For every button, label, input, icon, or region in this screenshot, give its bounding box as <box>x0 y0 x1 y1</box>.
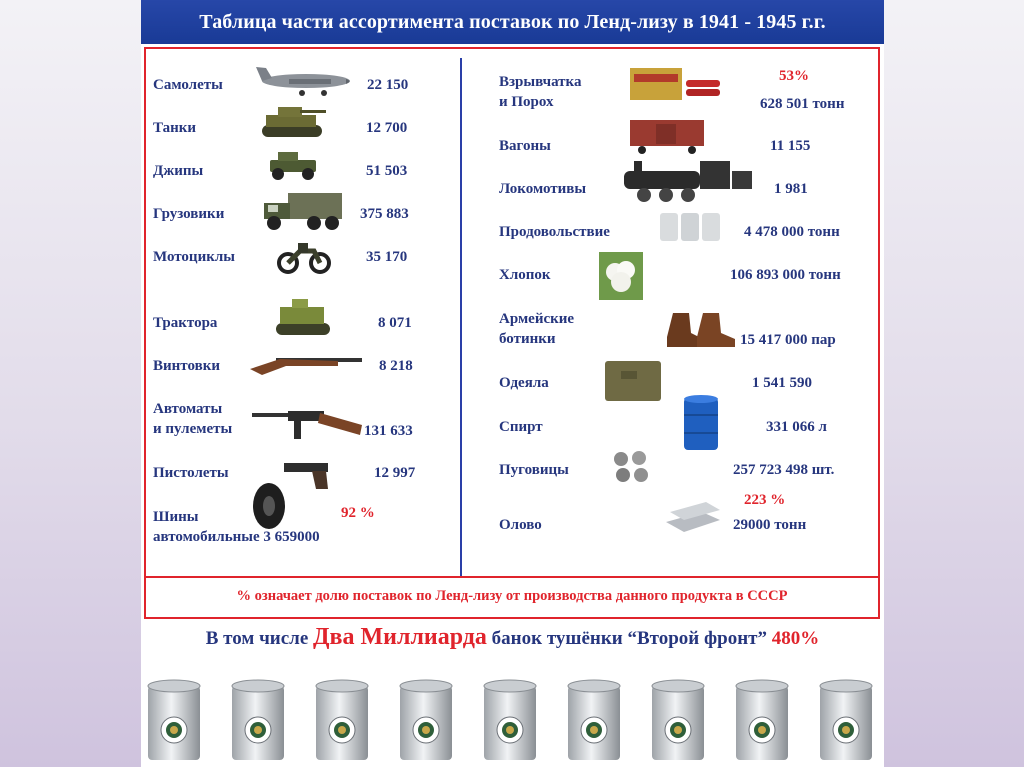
item-label-airplanes: Самолеты <box>153 77 223 93</box>
item-percent-explosives: 53% <box>779 68 809 84</box>
slide <box>141 0 884 767</box>
cotton-icon <box>599 252 643 300</box>
item-value-pistols: 12 997 <box>374 465 416 481</box>
item-value-blankets: 1 541 590 <box>752 375 812 391</box>
item-label-line: и Порох <box>499 94 554 110</box>
item-label-tires <box>153 507 320 547</box>
item-label-tin: Олово <box>499 517 542 533</box>
buttons-icon <box>611 449 651 485</box>
item-label-line: автомобильные 3 659000 <box>153 529 320 545</box>
tractor-icon <box>272 295 334 339</box>
railcar-icon <box>624 116 710 156</box>
frame-separator <box>146 576 878 578</box>
summary-percent: 480% <box>771 628 820 649</box>
item-percent-tin: 223 % <box>744 492 786 508</box>
item-label-smg <box>153 399 232 439</box>
stew-summary <box>141 624 884 651</box>
item-label-boots <box>499 309 574 349</box>
item-value-tin: 29000 тонн <box>733 517 807 533</box>
item-label-line: ботинки <box>499 331 556 347</box>
stew-can-icon <box>733 678 791 764</box>
item-value-tractors: 8 071 <box>378 315 412 331</box>
item-label-line: и пулеметы <box>153 421 233 437</box>
item-value-smg: 131 633 <box>364 423 413 439</box>
item-value-jeeps: 51 503 <box>366 163 408 179</box>
motorcycle-icon <box>276 235 332 275</box>
item-label-cotton: Хлопок <box>499 267 551 283</box>
slide-title: Таблица части ассортимента поставок по Ленд-лизу в 1941 - 1945 г.г. <box>141 0 884 44</box>
stew-can-icon <box>817 678 875 764</box>
summary-suffix: банок тушёнки “Второй фронт” <box>486 628 772 649</box>
summary-prefix: В том числе <box>205 628 314 649</box>
item-value-tanks: 12 700 <box>366 120 408 136</box>
item-label-tanks: Танки <box>153 120 197 136</box>
percent-footnote: % означает долю поставок по Ленд-лизу от производства данного продукта в СССР <box>236 588 788 604</box>
stew-cans-row <box>141 668 884 767</box>
stew-can-icon <box>565 678 623 764</box>
submachine-gun-icon <box>248 405 366 445</box>
item-value-locomotives: 1 981 <box>774 181 808 197</box>
supply-table <box>144 47 880 619</box>
stew-can-icon <box>229 678 287 764</box>
item-value-airplanes: 22 150 <box>367 77 409 93</box>
item-label-tractors: Трактора <box>153 315 218 331</box>
tank-icon <box>256 101 328 141</box>
stew-can-icon <box>481 678 539 764</box>
item-value-buttons: 257 723 498 шт. <box>733 462 835 478</box>
item-value-food: 4 478 000 тонн <box>744 224 840 240</box>
stew-can-icon <box>397 678 455 764</box>
stew-can-icon <box>649 678 707 764</box>
tin-ingots-icon <box>662 492 724 542</box>
item-label-buttons: Пуговицы <box>499 462 569 478</box>
locomotive-icon <box>614 157 754 205</box>
stew-can-icon <box>145 678 203 764</box>
item-label-explosives <box>499 72 581 112</box>
column-divider <box>460 58 462 578</box>
boots-icon <box>663 307 739 353</box>
item-percent-tires: 92 % <box>341 505 375 521</box>
pistol-icon <box>282 459 332 491</box>
item-label-locomotives: Локомотивы <box>499 181 587 197</box>
item-value-explosives: 628 501 тонн <box>760 96 845 112</box>
item-label-trucks: Грузовики <box>153 206 225 222</box>
item-value-cotton: 106 893 000 тонн <box>730 267 841 283</box>
item-label-spirit: Спирт <box>499 419 543 435</box>
item-label-line: Шины <box>153 509 199 525</box>
explosives-icon <box>626 62 724 106</box>
item-label-food: Продовольствие <box>499 224 610 240</box>
item-value-railcars: 11 155 <box>770 138 811 154</box>
food-cans-icon <box>658 209 722 245</box>
summary-highlight: Два Миллиарда <box>313 624 487 650</box>
item-label-line: Взрывчатка <box>499 74 582 90</box>
item-label-jeeps: Джипы <box>153 163 204 179</box>
item-label-motorcycles: Мотоциклы <box>153 249 235 265</box>
rifle-icon <box>246 349 364 379</box>
airplane-icon <box>254 63 354 101</box>
item-label-line: Автоматы <box>153 401 223 417</box>
truck-icon <box>256 187 346 233</box>
item-value-trucks: 375 883 <box>360 206 409 222</box>
item-label-railcars: Вагоны <box>499 138 551 154</box>
barrel-icon <box>682 394 720 454</box>
tire-icon <box>250 481 288 531</box>
item-value-boots: 15 417 000 пар <box>740 332 836 348</box>
item-value-motorcycles: 35 170 <box>366 249 408 265</box>
item-label-rifles: Винтовки <box>153 358 220 374</box>
stew-can-icon <box>313 678 371 764</box>
blanket-icon <box>603 359 663 403</box>
item-label-line: Армейские <box>499 311 575 327</box>
item-label-pistols: Пистолеты <box>153 465 229 481</box>
jeep-icon <box>264 146 322 182</box>
item-label-blankets: Одеяла <box>499 375 549 391</box>
item-value-rifles: 8 218 <box>379 358 413 374</box>
item-value-spirit: 331 066 л <box>766 419 827 435</box>
